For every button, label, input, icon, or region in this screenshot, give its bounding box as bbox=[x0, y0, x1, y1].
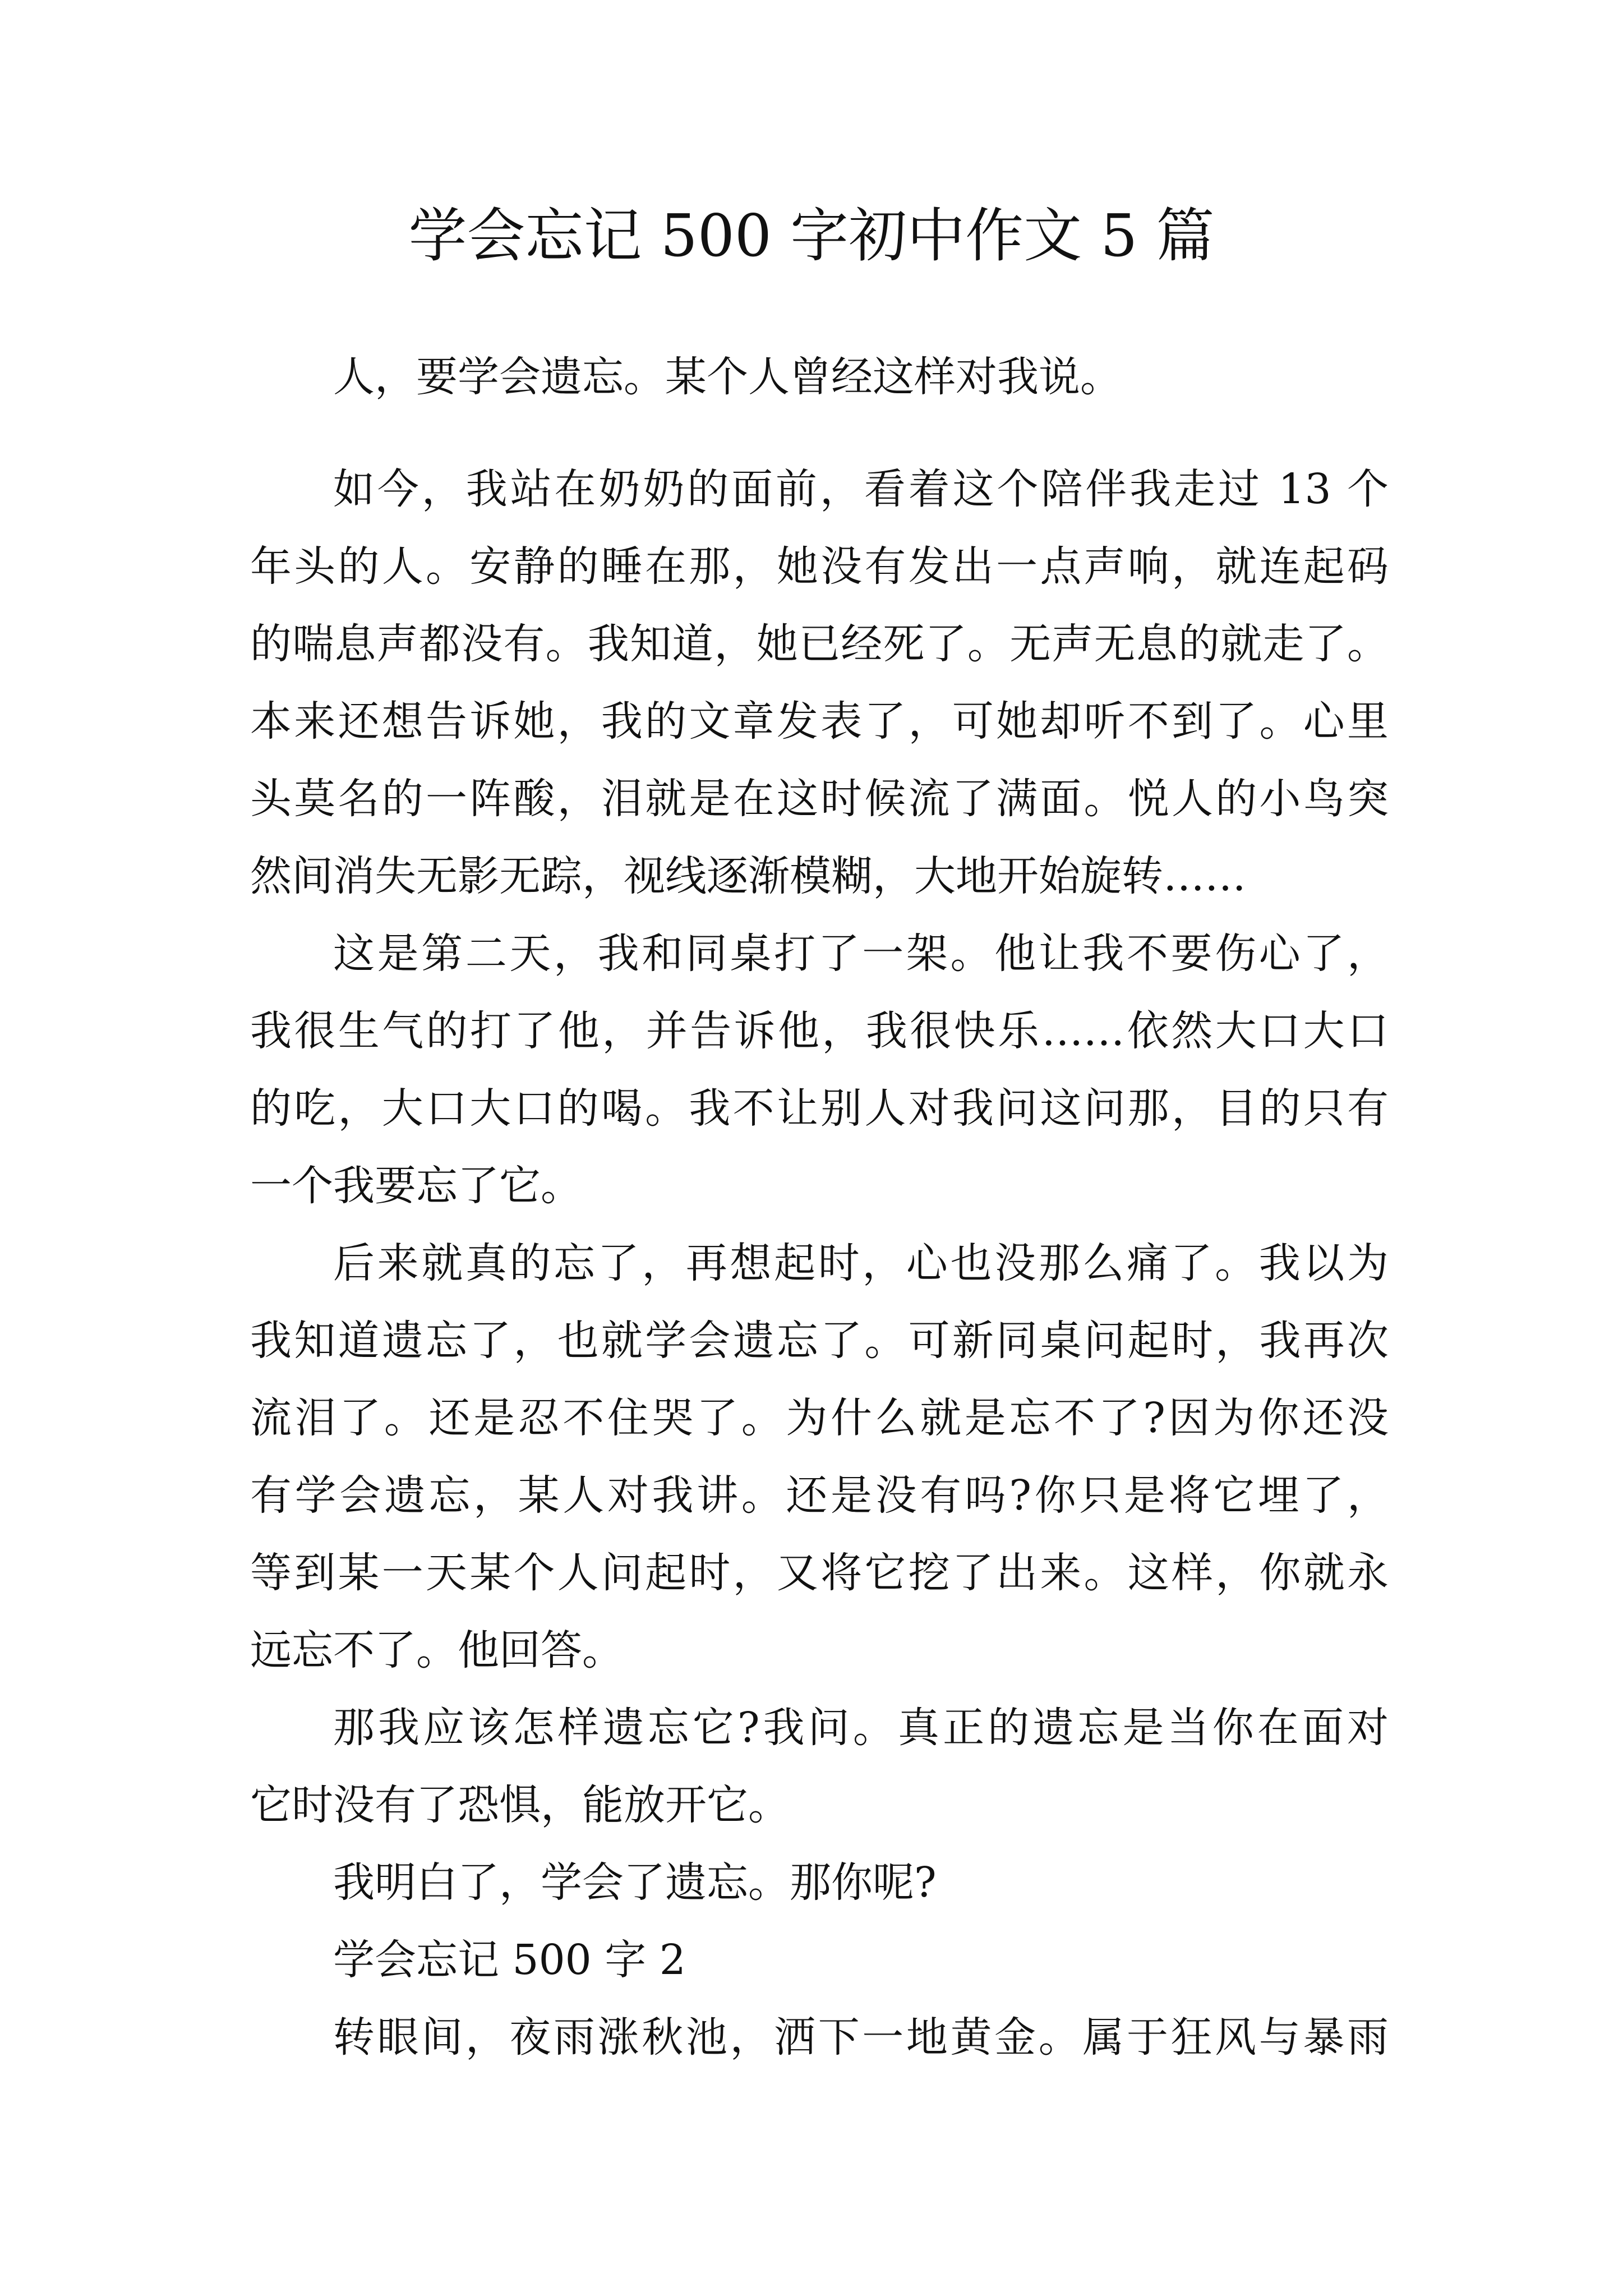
paragraph bbox=[250, 1999, 1389, 2076]
paragraph bbox=[250, 450, 1389, 915]
text-line: 流泪了。还是忍不住哭了。为什么就是忘不了?因为你还没 bbox=[250, 1394, 1389, 1442]
document-body bbox=[250, 338, 1389, 2076]
text-line: 远忘不了。他回答。 bbox=[250, 1626, 624, 1674]
text-line: 然间消失无影无踪，视线逐渐模糊，大地开始旋转…… bbox=[250, 852, 1246, 900]
text-line: 它时没有了恐惧，能放开它。 bbox=[250, 1781, 790, 1829]
paragraph bbox=[250, 915, 1389, 1225]
text-line: 我知道遗忘了，也就学会遗忘了。可新同桌问起时，我再次 bbox=[250, 1317, 1389, 1365]
text-line: 年头的人。安静的睡在那，她没有发出一点声响，就连起码 bbox=[250, 542, 1389, 591]
text-line: 后来就真的忘了，再想起时，心也没那么痛了。我以为 bbox=[333, 1239, 1389, 1287]
text-line: 人，要学会遗忘。某个人曾经这样对我说。 bbox=[333, 353, 1122, 401]
section-heading-text: 学会忘记 500 字 2 bbox=[333, 1936, 686, 1984]
paragraph bbox=[250, 1844, 1389, 1921]
text-line: 我明白了，学会了遗忘。那你呢? bbox=[333, 1858, 937, 1907]
text-line: 那我应该怎样遗忘它?我问。真正的遗忘是当你在面对 bbox=[333, 1704, 1389, 1752]
text-line: 本来还想告诉她，我的文章发表了，可她却听不到了。心里 bbox=[250, 697, 1389, 746]
text-line: 这是第二天，我和同桌打了一架。他让我不要伤心了， bbox=[333, 930, 1389, 978]
paragraph bbox=[250, 1689, 1389, 1844]
text-line: 如今，我站在奶奶的面前，看着这个陪伴我走过 13 个 bbox=[333, 465, 1389, 513]
text-line: 一个我要忘了它。 bbox=[250, 1162, 582, 1210]
text-line: 转眼间，夜雨涨秋池，洒下一地黄金。属于狂风与暴雨 bbox=[333, 2013, 1389, 2062]
text-line: 头莫名的一阵酸，泪就是在这时候流了满面。悦人的小鸟突 bbox=[250, 775, 1389, 823]
text-line: 等到某一天某个人问起时，又将它挖了出来。这样，你就永 bbox=[250, 1549, 1389, 1597]
document-title: 学会忘记 500 字初中作文 5 篇 bbox=[408, 201, 1215, 270]
text-line: 的喘息声都没有。我知道，她已经死了。无声无息的就走了。 bbox=[250, 620, 1389, 668]
text-line: 我很生气的打了他，并告诉他，我很快乐……依然大口大口 bbox=[250, 1007, 1389, 1055]
section-heading bbox=[250, 1921, 1389, 1999]
text-line: 的吃，大口大口的喝。我不让别人对我问这问那，目的只有 bbox=[250, 1084, 1389, 1133]
paragraph bbox=[250, 1225, 1389, 1689]
text-line: 有学会遗忘，某人对我讲。还是没有吗?你只是将它埋了， bbox=[250, 1471, 1389, 1520]
paragraph bbox=[250, 338, 1389, 416]
